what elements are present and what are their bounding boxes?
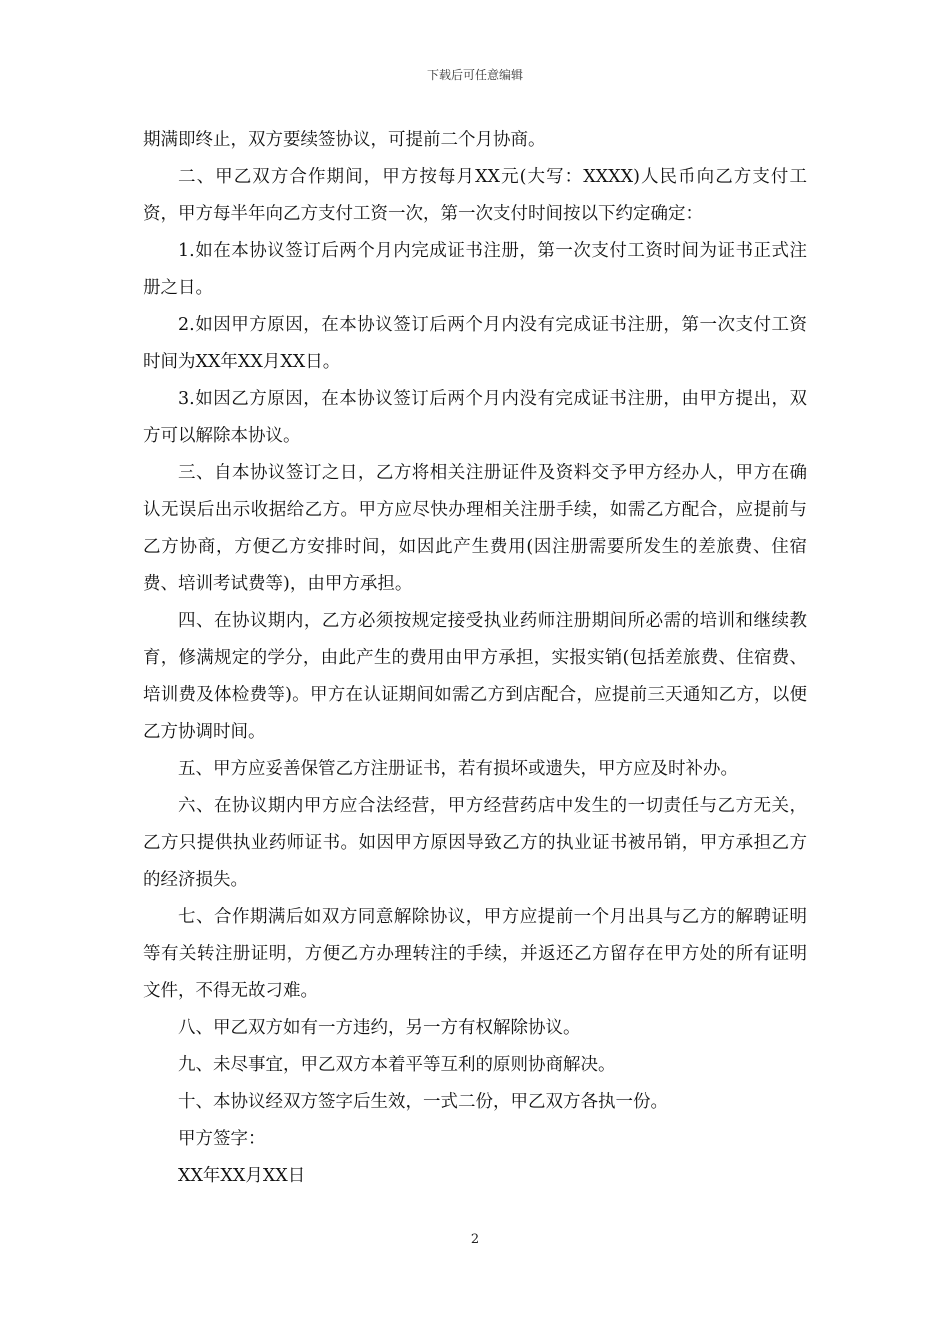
signature-date: XX年XX月XX日 bbox=[178, 1166, 306, 1186]
page-header: 下载后可任意编辑 bbox=[426, 68, 523, 82]
clause-2-item-3: 3.如因乙方原因，在本协议签订后两个月内没有完成证书注册，由甲方提出，双方可以解除本协议。 bbox=[143, 389, 807, 446]
clause-5: 五、甲方应妥善保管乙方注册证书，若有损坏或遗失，甲方应及时补办。 bbox=[178, 759, 738, 779]
clause-8: 八、甲乙双方如有一方违约，另一方有权解除协议。 bbox=[178, 1018, 581, 1038]
clause-2-item-2: 2.如因甲方原因，在本协议签订后两个月内没有完成证书注册，第一次支付工资时间为XX年XX月XX日。 bbox=[143, 315, 807, 372]
paragraph-continuation: 期满即终止，双方要续签协议，可提前二个月协商。 bbox=[143, 130, 546, 150]
clause-2-item-1: 1.如在本协议签订后两个月内完成证书注册，第一次支付工资时间为证书正式注册之日。 bbox=[143, 241, 807, 298]
document-body bbox=[143, 122, 807, 1195]
clause-2: 二、甲乙双方合作期间，甲方按每月XX元(大写：XXXX)人民币向乙方支付工资，甲方每半年向乙方支付工资一次，第一次支付时间按以下约定确定： bbox=[143, 167, 807, 224]
clause-9: 九、未尽事宜，甲乙双方本着平等互利的原则协商解决。 bbox=[178, 1055, 616, 1075]
clause-7: 七、合作期满后如双方同意解除协议，甲方应提前一个月出具与乙方的解聘证明等有关转注册证明，方便乙方办理转注的手续，并返还乙方留存在甲方处的所有证明文件，不得无故刁难。 bbox=[143, 907, 807, 1001]
page-number: 2 bbox=[470, 1232, 480, 1247]
clause-6: 六、在协议期内甲方应合法经营，甲方经营药店中发生的一切责任与乙方无关，乙方只提供执业药师证书。如因甲方原因导致乙方的执业证书被吊销，甲方承担乙方的经济损失。 bbox=[143, 796, 807, 890]
clause-10: 十、本协议经双方签字后生效，一式二份，甲乙双方各执一份。 bbox=[178, 1092, 668, 1112]
party-a-signature-label: 甲方签字： bbox=[178, 1129, 266, 1149]
clause-3: 三、自本协议签订之日，乙方将相关注册证件及资料交予甲方经办人，甲方在确认无误后出示收据给乙方。甲方应尽快办理相关注册手续，如需乙方配合，应提前与乙方协商，方便乙方安排时间，如因此产生费用(因注册需要所发生的差旅费、住宿费、培训考试费等)，由甲方承担。 bbox=[143, 463, 807, 594]
clause-4: 四、在协议期内，乙方必须按规定接受执业药师注册期间所必需的培训和继续教育，修满规定的学分，由此产生的费用由甲方承担，实报实销(包括差旅费、住宿费、培训费及体检费等)。甲方在认证期间如需乙方到店配合，应提前三天通知乙方，以便乙方协调时间。 bbox=[143, 611, 807, 742]
